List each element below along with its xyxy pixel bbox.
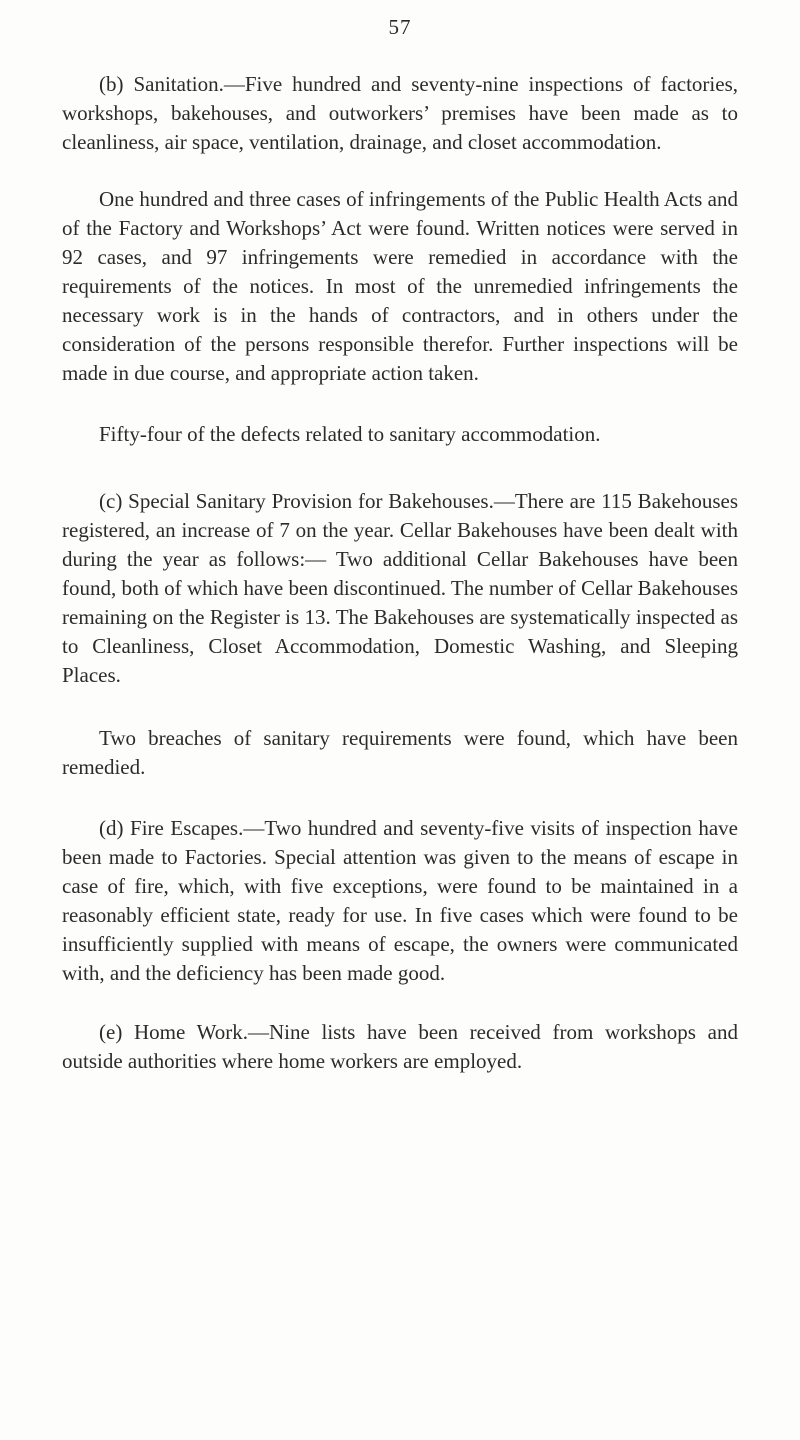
fifty-four-defects-text: Fifty-four of the defects related to sanitary accommodation.: [99, 422, 601, 446]
report-body: [62, 70, 738, 1076]
home-work-heading: (e) Home Work.: [99, 1020, 248, 1044]
fire-escapes-heading: (d) Fire Escapes.: [99, 816, 244, 840]
paragraph-fire-escapes: [62, 814, 738, 988]
home-work-text: —Nine lists have been received from workshops and outside authorities where home workers are employed.: [62, 1020, 738, 1073]
paragraph-bakehouses: [62, 487, 738, 690]
page-number: 57: [388, 15, 412, 39]
bakehouses-text: —There are 115 Bakehouses registered, an increase of 7 on the year. Cellar Bakehouses have been dealt with during the year as follows:— Two additional Cellar Bakehouses have been found, both of which have been discontinued. The number of Cellar Bakehouses remaining on the Register is 13. The Bakehouses are systematically inspected as to Cleanliness, Closet Accommodation, Domestic Washing, and Sleeping Places.: [62, 489, 738, 687]
sanitation-heading: (b) Sanitation.: [99, 72, 224, 96]
fire-escapes-text: —Two hundred and seventy-five visits of inspection have been made to Factories. Special attention was given to the means of escape in case of fire, which, with five exceptions, were found to be maintained in a reasonably efficient state, ready for use. In five cases which were found to be insufficiently supplied with means of escape, the owners were communicated with, and the deficiency has been made good.: [62, 816, 738, 985]
paragraph-home-work: [62, 1018, 738, 1076]
breaches-text: Two breaches of sanitary requirements were found, which have been remedied.: [62, 726, 738, 779]
paragraph-infringements: [62, 185, 738, 388]
infringements-text: One hundred and three cases of infringements of the Public Health Acts and of the Factory and Workshops’ Act were found. Written notices were served in 92 cases, and 97 infringements were remedied in accordance with the requirements of the notices. In most of the unremedied infringements the necessary work is in the hands of contractors, and in others under the consideration of the persons responsible therefor. Further inspections will be made in due course, and appropriate action taken.: [62, 187, 738, 385]
bakehouses-heading: (c) Special Sanitary Provision for Bakehouses.: [99, 489, 494, 513]
paragraph-sanitation: [62, 70, 738, 157]
paragraph-breaches: [62, 724, 738, 782]
paragraph-fifty-four-defects: [62, 420, 738, 449]
sanitation-text: —Five hundred and seventy-nine inspections of factories, workshops, bakehouses, and outworkers’ premises have been made as to cleanliness, air space, ventilation, drainage, and closet accommodation.: [62, 72, 738, 154]
